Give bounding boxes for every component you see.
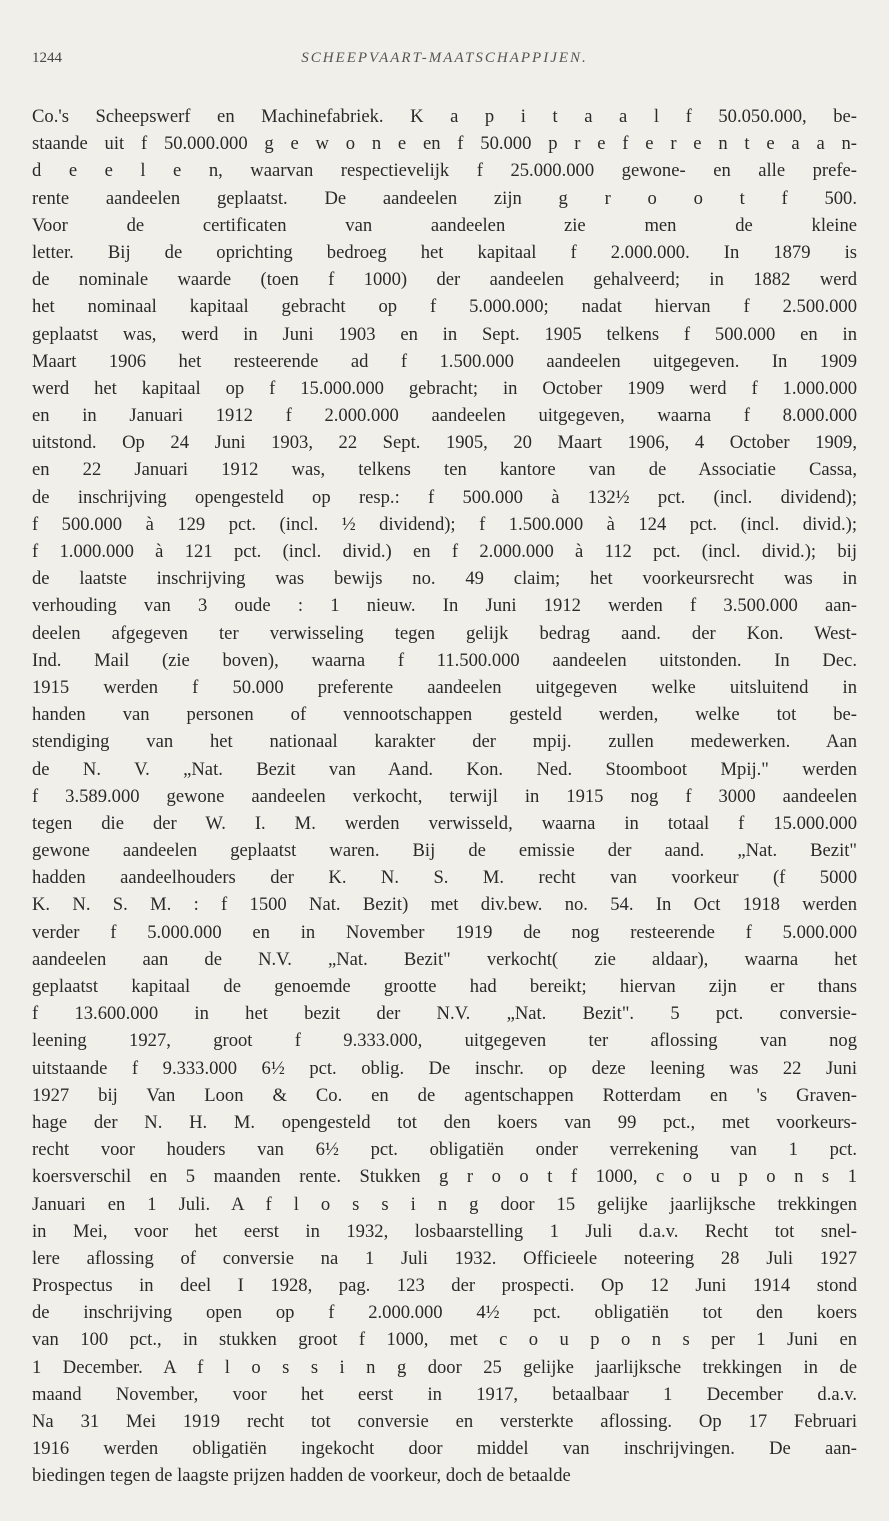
text-line: de inschrijving open op f 2.000.000 4½ pct. obligatiën tot den koers: [32, 1302, 857, 1324]
text-line: Maart 1906 het resteerende ad f 1.500.000 aandeelen uitgegeven. In 1909: [32, 350, 857, 372]
text-line: maand November, voor het eerst in 1917, betaalbaar 1 December d.a.v.: [32, 1383, 857, 1405]
text-line: de N. V. „Nat. Bezit van Aand. Kon. Ned. Stoomboot Mpij." werden: [32, 758, 857, 780]
text-line: f 3.589.000 gewone aandeelen verkocht, terwijl in 1915 nog f 3000 aandeelen: [32, 785, 857, 807]
text-line: f 500.000 à 129 pct. (incl. ½ dividend); f 1.500.000 à 124 pct. (incl. divid.);: [32, 513, 857, 535]
text-line: Januari en 1 Juli. A f l o s s i n g door 15 gelijke jaarlijksche trekkingen: [32, 1193, 857, 1215]
text-line: K. N. S. M. : f 1500 Nat. Bezit) met div.bew. no. 54. In Oct 1918 werden: [32, 894, 857, 916]
text-line: hadden aandeelhouders der K. N. S. M. recht van voorkeur (f 5000: [32, 867, 857, 889]
body-text: [32, 103, 857, 1490]
text-line: en in Januari 1912 f 2.000.000 aandeelen uitgegeven, waarna f 8.000.000: [32, 405, 857, 427]
text-line: stendiging van het nationaal karakter der mpij. zullen medewerken. Aan: [32, 731, 857, 753]
text-line: letter. Bij de oprichting bedroeg het kapitaal f 2.000.000. In 1879 is: [32, 241, 857, 263]
text-line: gewone aandeelen geplaatst waren. Bij de emissie der aand. „Nat. Bezit": [32, 840, 857, 862]
text-line: de inschrijving opengesteld op resp.: f 500.000 à 132½ pct. (incl. dividend);: [32, 486, 857, 508]
text-line: aandeelen aan de N.V. „Nat. Bezit" verkocht( zie aldaar), waarna het: [32, 948, 857, 970]
text-line: Na 31 Mei 1919 recht tot conversie en versterkte aflossing. Op 17 Februari: [32, 1411, 857, 1432]
text-line: d e e l e n, waarvan respectievelijk f 25.000.000 gewone- en alle prefe-: [32, 160, 857, 182]
text-line: de laatste inschrijving was bewijs no. 49 claim; het voorkeursrecht was in: [32, 568, 857, 590]
text-line: uitstaande f 9.333.000 6½ pct. oblig. De inschr. op deze leening was 22 Juni: [32, 1057, 857, 1079]
text-line: werd het kapitaal op f 15.000.000 gebracht; in October 1909 werd f 1.000.000: [32, 377, 857, 399]
text-line: Voor de certificaten van aandeelen zie men de kleine: [32, 214, 857, 236]
text-line: verhouding van 3 oude : 1 nieuw. In Juni 1912 werden f 3.500.000 aan-: [32, 595, 857, 617]
text-line: 1 December. A f l o s s i n g door 25 gelijke jaarlijksche trekkingen in de: [32, 1356, 857, 1378]
text-line: geplaatst was, werd in Juni 1903 en in Sept. 1905 telkens f 500.000 en in: [32, 323, 857, 345]
text-line: f 1.000.000 à 121 pct. (incl. divid.) en f 2.000.000 à 112 pct. (incl. divid.); bij: [32, 541, 857, 562]
text-line: recht voor houders van 6½ pct. obligatiën onder verrekening van 1 pct.: [32, 1139, 857, 1161]
text-line: verder f 5.000.000 en in November 1919 de nog resteerende f 5.000.000: [32, 921, 857, 943]
text-line: f 13.600.000 in het bezit der N.V. „Nat. Bezit". 5 pct. conversie-: [32, 1003, 857, 1025]
text-line: het nominaal kapitaal gebracht op f 5.000.000; nadat hiervan f 2.500.000: [32, 296, 857, 318]
text-line: rente aandeelen geplaatst. De aandeelen zijn g r o o t f 500.: [32, 187, 857, 209]
text-line: 1916 werden obligatiën ingekocht door middel van inschrijvingen. De aan-: [32, 1438, 857, 1460]
text-line: 1915 werden f 50.000 preferente aandeelen uitgegeven welke uitsluitend in: [32, 676, 857, 698]
text-line: koersverschil en 5 maanden rente. Stukken g r o o t f 1000, c o u p o n s 1: [32, 1166, 857, 1188]
text-line: handen van personen of vennootschappen gesteld werden, welke tot be-: [32, 704, 857, 726]
text-line: 1927 bij Van Loon & Co. en de agentschappen Rotterdam en 's Graven-: [32, 1084, 857, 1106]
text-line: Prospectus in deel I 1928, pag. 123 der prospecti. Op 12 Juni 1914 stond: [32, 1275, 857, 1297]
text-line: uitstond. Op 24 Juni 1903, 22 Sept. 1905, 20 Maart 1906, 4 October 1909,: [32, 432, 857, 454]
text-line: van 100 pct., in stukken groot f 1000, met c o u p o n s per 1 Juni en: [32, 1329, 857, 1351]
text-line: lere aflossing of conversie na 1 Juli 1932. Officieele noteering 28 Juli 1927: [32, 1247, 857, 1269]
text-line: Co.'s Scheepswerf en Machinefabriek. K a p i t a a l f 50.050.000, be-: [32, 106, 857, 127]
text-line: in Mei, voor het eerst in 1932, losbaarstelling 1 Juli d.a.v. Recht tot snel-: [32, 1220, 857, 1242]
page-number: 1244: [32, 50, 62, 66]
text-line: Ind. Mail (zie boven), waarna f 11.500.000 aandeelen uitstonden. In Dec.: [32, 649, 857, 671]
text-line: leening 1927, groot f 9.333.000, uitgegeven ter aflossing van nog: [32, 1030, 857, 1052]
running-title: SCHEEPVAART-MAATSCHAPPIJEN.: [301, 50, 588, 66]
text-line: staande uit f 50.000.000 g e w o n e en f 50.000 p r e f e r e n t e a a n-: [32, 133, 857, 155]
text-line: deelen afgegeven ter verwisseling tegen gelijk bedrag aand. der Kon. West-: [32, 622, 857, 644]
text-line: en 22 Januari 1912 was, telkens ten kantore van de Associatie Cassa,: [32, 459, 857, 481]
text-line: biedingen tegen de laagste prijzen hadden de voorkeur, doch de betaalde: [32, 1465, 571, 1487]
page-header: [32, 50, 857, 74]
text-line: geplaatst kapitaal de genoemde grootte had bereikt; hiervan zijn er thans: [32, 976, 857, 997]
text-line: de nominale waarde (toen f 1000) der aandeelen gehalveerd; in 1882 werd: [32, 269, 857, 291]
text-line: tegen die der W. I. M. werden verwisseld, waarna in totaal f 15.000.000: [32, 812, 857, 834]
text-line: hage der N. H. M. opengesteld tot den koers van 99 pct., met voorkeurs-: [32, 1111, 857, 1133]
